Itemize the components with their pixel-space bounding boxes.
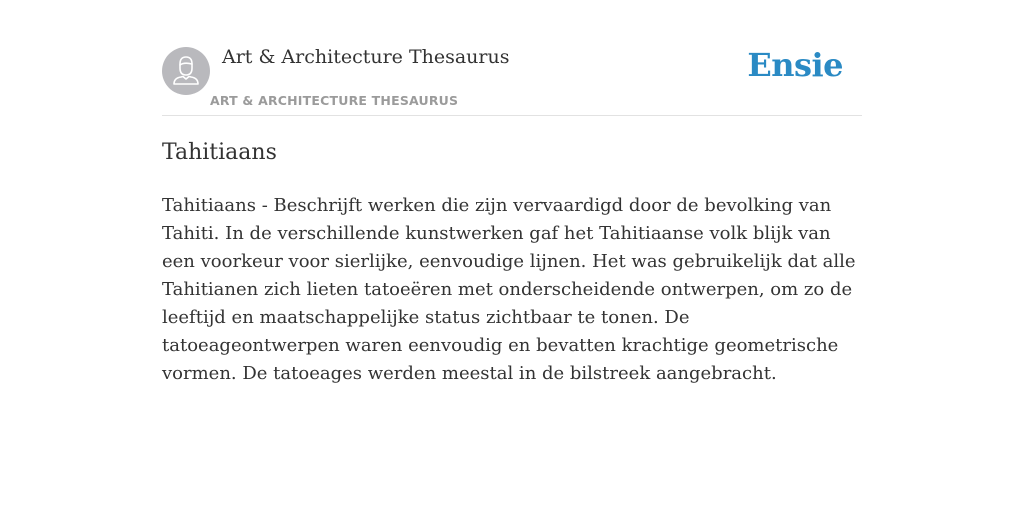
avatar[interactable] xyxy=(162,47,210,95)
entry-header xyxy=(162,0,862,116)
source-label[interactable]: ART & ARCHITECTURE THESAURUS xyxy=(210,93,459,108)
entry-title: Tahitiaans xyxy=(162,140,277,165)
brand-logo[interactable]: Ensie xyxy=(747,46,843,84)
user-icon xyxy=(162,47,210,95)
author-name[interactable]: Art & Architecture Thesaurus xyxy=(222,46,510,68)
entry-body: Tahitiaans - Beschrijft werken die zijn vervaardigd door de bevolking van Tahiti. In de verschillende kunstwerken gaf het Tahitiaanse volk blijk van een voorkeur voor sierlijke, eenvoudige lijnen. Het was gebruikelijk dat alle Tahitianen zich lieten tatoeëren met onderscheidende ontwerpen, om zo de leeftijd en maatschappelijke status zichtbaar te tonen. De tatoeageontwerpen waren eenvoudig en bevatten krachtige geometrische vormen. De tatoeages werden meestal in de bilstreek aangebracht. xyxy=(162,195,856,384)
entry-card xyxy=(162,0,862,512)
